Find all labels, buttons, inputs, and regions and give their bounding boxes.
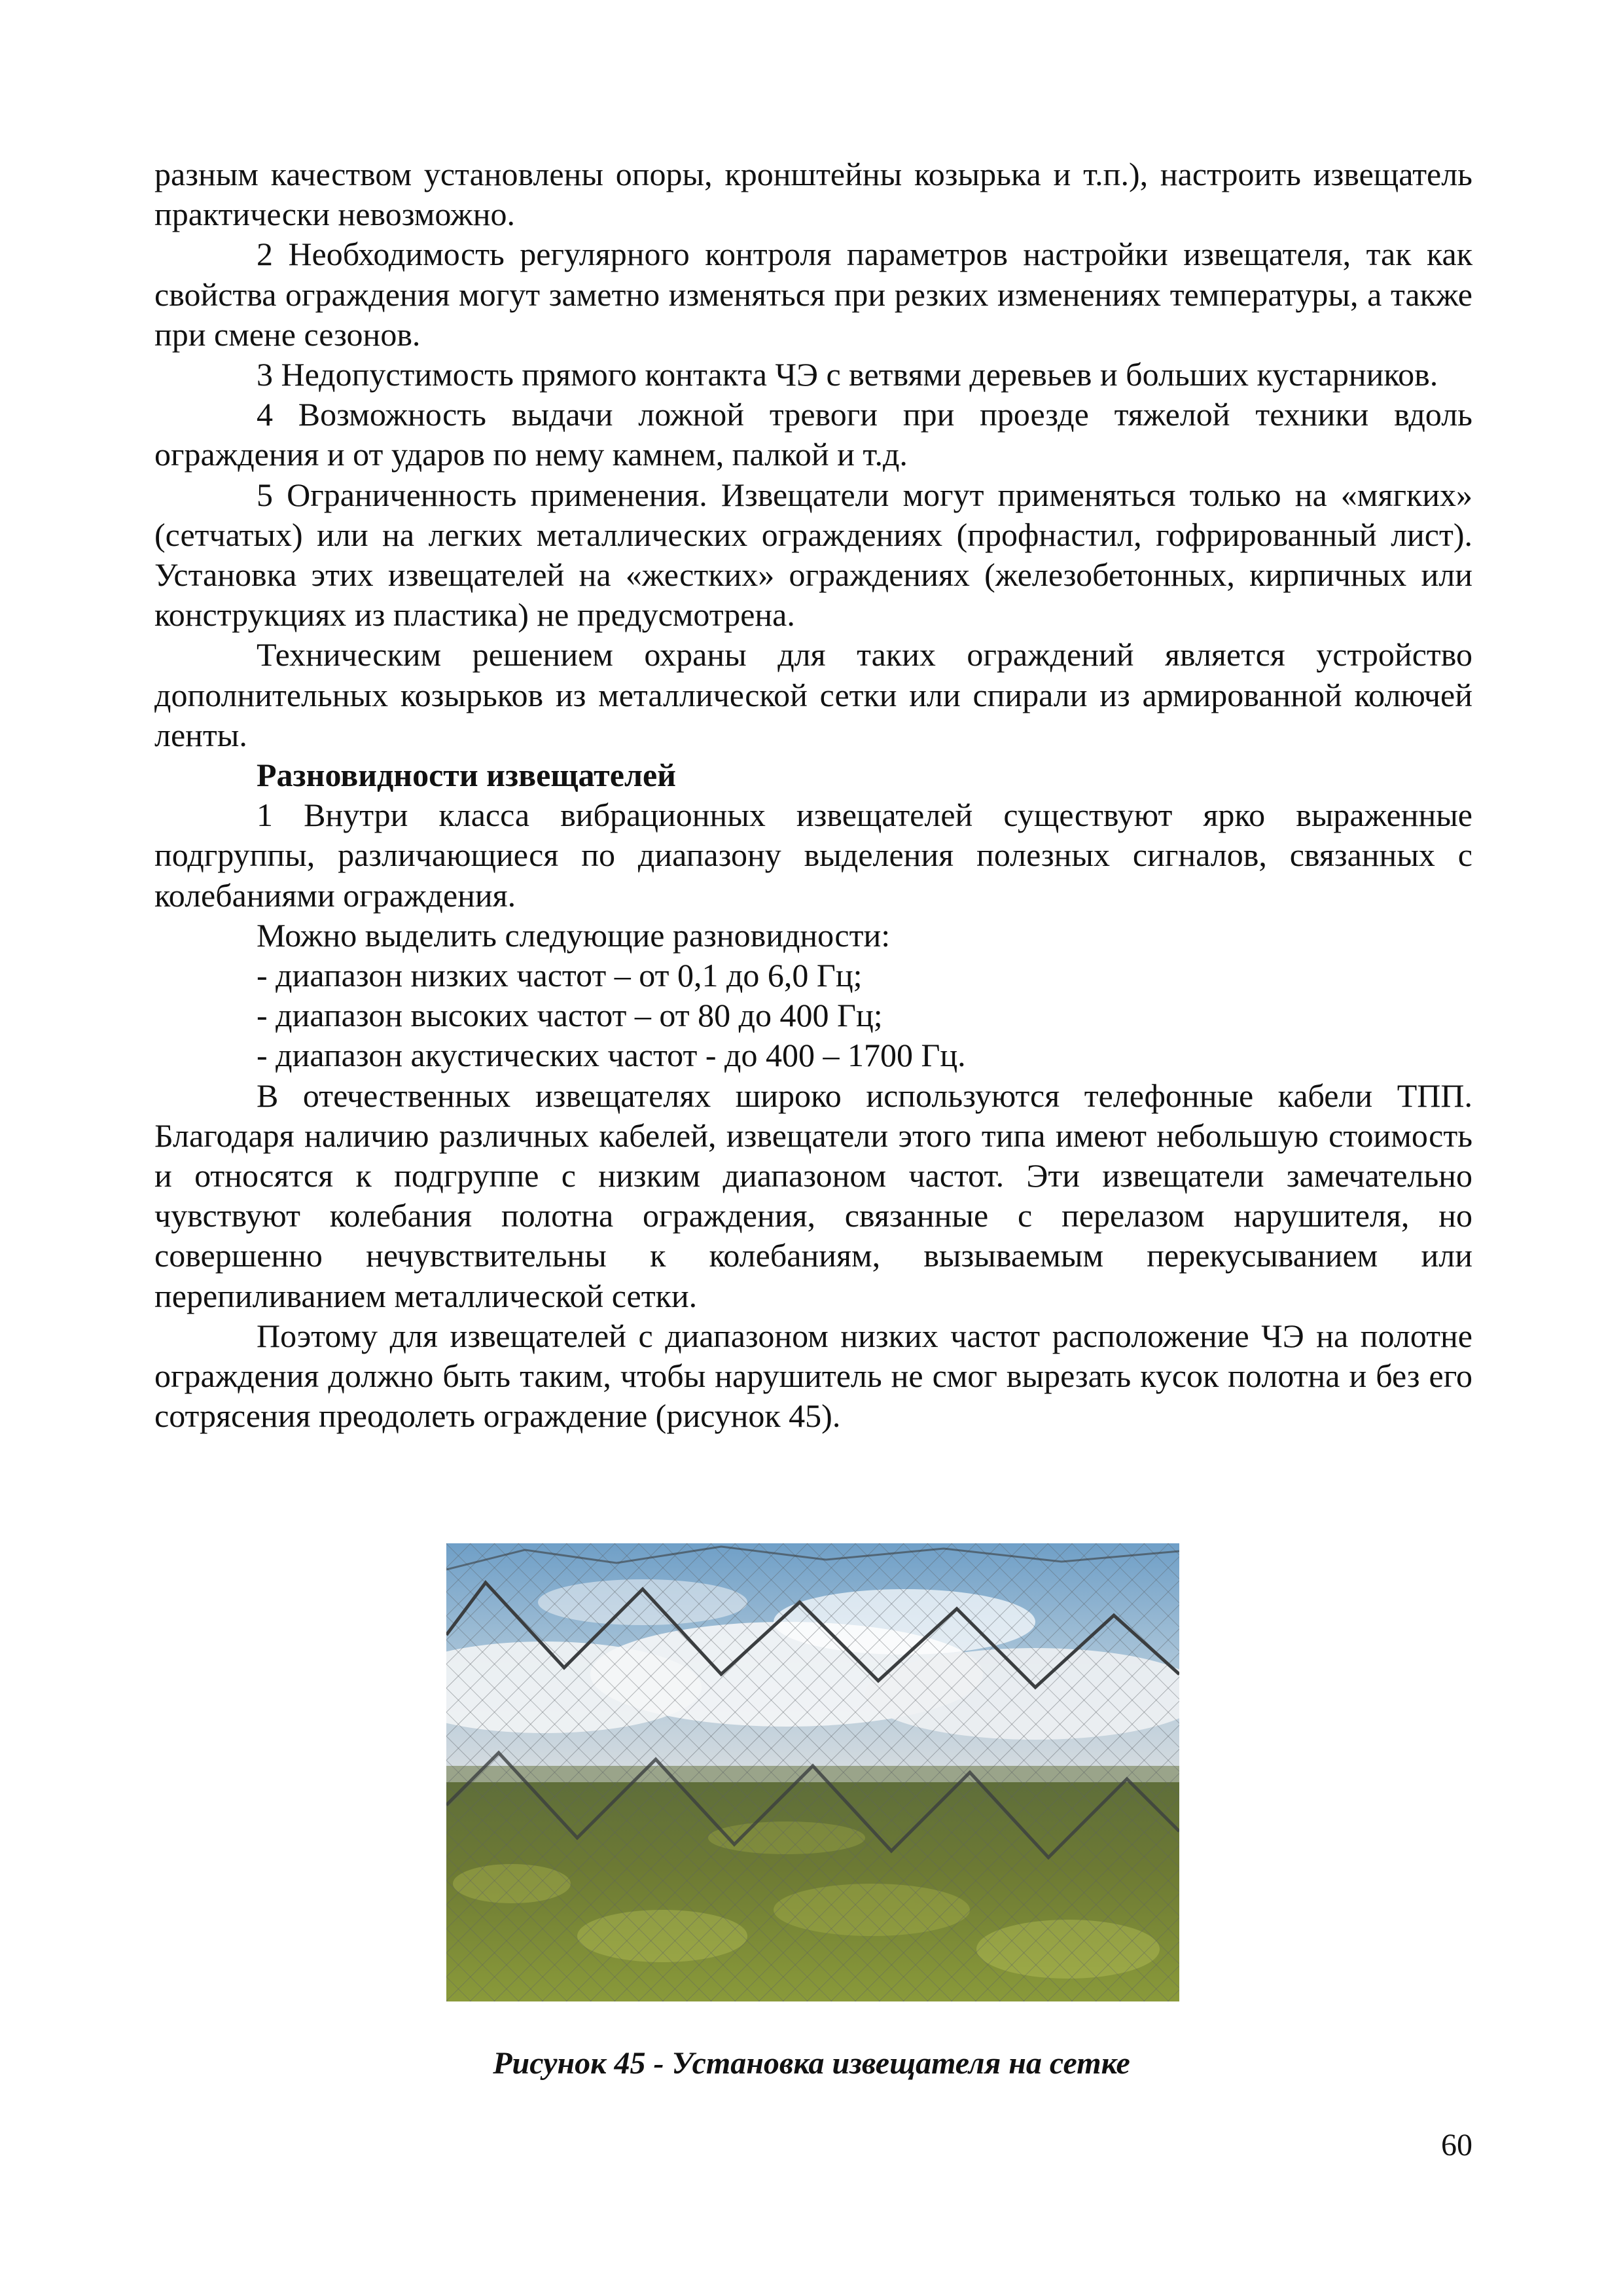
paragraph: Поэтому для извещателей с диапазоном низких частот расположение ЧЭ на полотне ограждения должно быть таким, чтобы нарушитель не смог вырезать кусок полотна и без его сотрясения преодолеть ограждение (рисунок 45). [154,1317,1472,1435]
list-item: - диапазон высоких частот – от 80 до 400 Гц; [257,997,883,1034]
body-text [154,154,1472,1437]
paragraph: Можно выделить следующие разновидности: [257,916,891,954]
list-item: - диапазон низких частот – от 0,1 до 6,0 Гц; [257,957,863,994]
figure-caption: Рисунок 45 - Установка извещателя на сетке [493,2046,1130,2081]
paragraph: 4 Возможность выдачи ложной тревоги при проезде тяжелой техники вдоль ограждения и от ударов по нему камнем, палкой и т.д. [154,396,1472,473]
list-item: - диапазон акустических частот - до 400 – 1700 Гц. [257,1037,966,1074]
paragraph: Техническим решением охраны для таких ограждений является устройство дополнительных козырьков из металлической сетки или спирали из армированной колючей ленты. [154,636,1472,753]
paragraph: 3 Недопустимость прямого контакта ЧЭ с ветвями деревьев и больших кустарников. [257,356,1438,393]
paragraph: 5 Ограниченность применения. Извещатели могут применяться только на «мягких» (сетчатых) или на легких металлических ограждениях (профнастил, гофрированный лист). Установка этих извещателей на «жестких» ограждениях (железобетонных, кирпичных или конструкциях из пластика) не предусмотрена. [154,476,1472,634]
paragraph: разным качеством установлены опоры, кронштейны козырька и т.п.), настроить извещатель практически невозможно. [154,156,1472,233]
paragraph: 2 Необходимость регулярного контроля параметров настройки извещателя, так как свойства ограждения могут заметно изменяться при резких изменениях температуры, а также при смене сезонов. [154,236,1472,353]
fence-photo [446,1543,1179,2001]
paragraph: 1 Внутри класса вибрационных извещателей существуют ярко выраженные подгруппы, различающиеся по диапазону выделения полезных сигналов, связанных с колебаниями ограждения. [154,797,1472,914]
paragraph: В отечественных извещателях широко используются телефонные кабели ТПП. Благодаря наличию различных кабелей, извещатели этого типа имеют небольшую стоимость и относятся к подгруппе с низким диапазоном частот. Эти извещатели замечательно чувствуют колебания полотна ограждения, связанные с перелазом нарушителя, но совершенно нечувствительны к колебаниям, вызываемым перекусыванием или перепиливанием металлической сетки. [154,1077,1472,1314]
section-heading: Разновидности извещателей [257,757,676,794]
page-number: 60 [1441,2128,1472,2162]
